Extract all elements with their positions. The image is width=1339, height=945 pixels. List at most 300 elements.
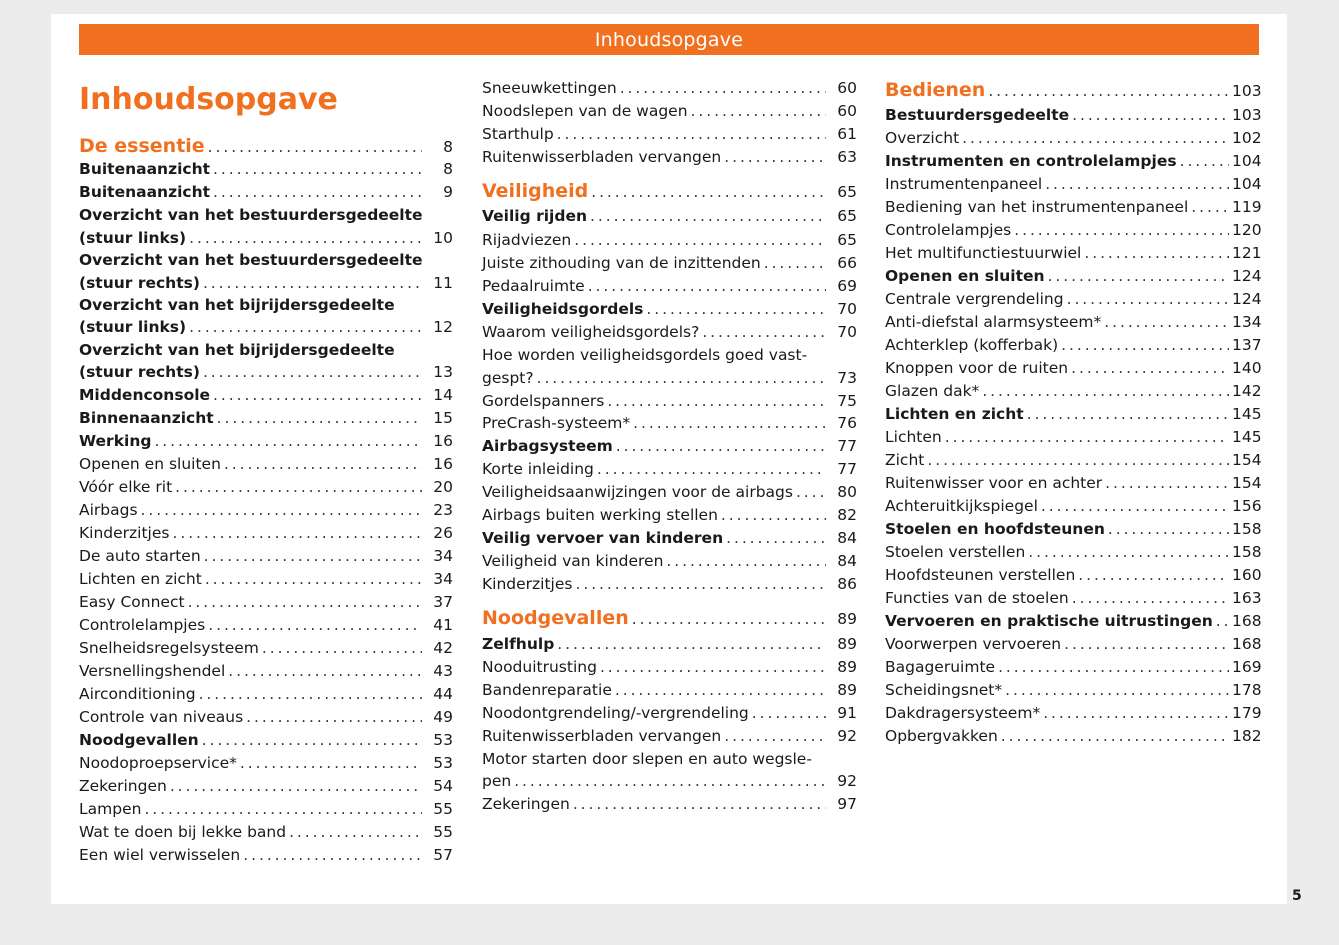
dot-leader <box>764 252 826 275</box>
toc-entry-title: Vóór elke rit <box>79 478 173 496</box>
toc-entry[interactable] <box>482 770 857 793</box>
toc-entry-title: Glazen dak* <box>885 382 980 400</box>
toc-entry-title: Bestuurdersgedeelte <box>885 106 1070 124</box>
dot-leader <box>1001 725 1229 748</box>
dot-leader <box>1005 679 1229 702</box>
toc-page-number: 34 <box>433 570 453 588</box>
toc-entry[interactable] <box>885 725 1260 748</box>
toc-entry-title: Bediening van het instrumentenpaneel <box>885 198 1189 216</box>
toc-entry-title: Achterklep (kofferbak) <box>885 336 1059 354</box>
toc-page-number: 104 <box>1232 152 1262 170</box>
toc-entry-title: Juiste zithouding van de inzittenden <box>482 254 761 272</box>
toc-entry[interactable] <box>482 146 857 169</box>
dot-leader <box>172 522 422 545</box>
toc-page-number: 14 <box>433 386 453 404</box>
toc-page-number: 60 <box>837 79 857 97</box>
toc-page-number: 92 <box>837 727 857 745</box>
toc-entry[interactable] <box>79 316 453 339</box>
toc-page-number: 42 <box>433 639 453 657</box>
dot-leader <box>1216 610 1229 633</box>
dot-leader <box>202 729 422 752</box>
dot-leader <box>189 316 422 339</box>
toc-entry[interactable] <box>79 683 453 706</box>
toc-entry-title: Stoelen verstellen <box>885 543 1026 561</box>
toc-entry[interactable] <box>885 633 1260 656</box>
dot-leader <box>213 158 422 181</box>
toc-page-number: 103 <box>1232 82 1262 100</box>
toc-entry-title: Dakdragersysteem* <box>885 704 1041 722</box>
toc-entry[interactable] <box>79 522 453 545</box>
toc-entry[interactable] <box>885 265 1260 288</box>
toc-entry-title: Openen en sluiten <box>885 267 1045 285</box>
toc-entry[interactable] <box>885 334 1260 357</box>
toc-entry-title: De essentie <box>79 135 205 157</box>
dot-leader <box>575 573 826 596</box>
toc-page-number: 97 <box>837 795 857 813</box>
toc-entry[interactable] <box>79 545 453 568</box>
toc-entry-text: Overzicht van het bijrijdersgedeelte <box>79 341 395 359</box>
toc-entry-title: Binnenaanzicht <box>79 409 214 427</box>
toc-entry-title: Controle van niveaus <box>79 708 244 726</box>
toc-page-number: 140 <box>1232 359 1262 377</box>
dot-leader <box>213 384 422 407</box>
toc-page-number: 53 <box>433 754 453 772</box>
toc-page-number: 23 <box>433 501 453 519</box>
toc-entry[interactable] <box>79 614 453 637</box>
dot-leader <box>1072 104 1229 127</box>
toc-entry[interactable] <box>79 706 453 729</box>
toc-page-number: 53 <box>433 731 453 749</box>
dot-leader <box>141 499 422 522</box>
toc-entry-title: Centrale vergrendeling <box>885 290 1064 308</box>
toc-page-number: 124 <box>1232 267 1262 285</box>
toc-page-number: 137 <box>1232 336 1262 354</box>
toc-entry[interactable] <box>79 407 453 430</box>
page-title: Inhoudsopgave <box>79 82 338 117</box>
toc-entry[interactable] <box>885 518 1260 541</box>
toc-entry[interactable] <box>79 821 453 844</box>
toc-page-number: 158 <box>1232 543 1262 561</box>
toc-entry[interactable] <box>885 104 1260 127</box>
toc-entry-title: Veilig rijden <box>482 207 588 225</box>
toc-page-number: 43 <box>433 662 453 680</box>
dot-leader <box>1014 219 1229 242</box>
toc-entry[interactable] <box>79 384 453 407</box>
toc-entry[interactable] <box>482 679 857 702</box>
toc-page-number: 77 <box>837 460 857 478</box>
toc-entry[interactable] <box>885 288 1260 311</box>
toc-page-number: 92 <box>837 772 857 790</box>
toc-entry[interactable] <box>482 458 857 481</box>
toc-entry[interactable] <box>885 449 1260 472</box>
toc-entry[interactable] <box>885 472 1260 495</box>
toc-entry-title: De auto starten <box>79 547 201 565</box>
toc-entry-title: Noodgevallen <box>79 731 199 749</box>
toc-page-number: 8 <box>443 138 453 156</box>
toc-entry[interactable] <box>885 679 1260 702</box>
toc-entry-title: Bedienen <box>885 79 986 101</box>
dot-leader <box>1061 334 1229 357</box>
toc-page-number: 75 <box>837 392 857 410</box>
toc-entry-title: Vervoeren en praktische uitrustingen <box>885 612 1213 630</box>
toc-entry[interactable] <box>482 481 857 504</box>
toc-entry-title: Kinderzitjes <box>482 575 573 593</box>
toc-page-number: 65 <box>837 231 857 249</box>
toc-entry-title: Korte inleiding <box>482 460 594 478</box>
header-bar <box>79 24 1259 55</box>
toc-entry-title: Overzicht <box>885 129 960 147</box>
toc-entry[interactable] <box>482 252 857 275</box>
toc-page-number: 61 <box>837 125 857 143</box>
toc-entry[interactable] <box>885 610 1260 633</box>
toc-page-number: 57 <box>433 846 453 864</box>
dot-leader <box>1028 541 1229 564</box>
toc-entry[interactable] <box>482 123 857 146</box>
toc-entry[interactable] <box>885 242 1260 265</box>
dot-leader <box>620 77 826 100</box>
dot-leader <box>217 407 422 430</box>
toc-page-number: 91 <box>837 704 857 722</box>
toc-entry-title: (stuur links) <box>79 318 187 336</box>
toc-entry[interactable] <box>482 793 857 816</box>
toc-entry[interactable] <box>482 550 857 573</box>
dot-leader <box>289 821 422 844</box>
dot-leader <box>557 633 826 656</box>
toc-entry[interactable] <box>885 127 1260 150</box>
toc-entry-title: pen <box>482 772 512 790</box>
dot-leader <box>1048 265 1229 288</box>
dot-leader <box>1067 288 1229 311</box>
toc-entry-title: Airbagsysteem <box>482 437 613 455</box>
dot-leader <box>243 844 422 867</box>
dot-leader <box>1078 564 1229 587</box>
toc-entry-title: Veiligheid <box>482 180 589 202</box>
toc-entry[interactable] <box>482 527 857 550</box>
toc-page-number: 154 <box>1232 474 1262 492</box>
toc-entry[interactable] <box>79 775 453 798</box>
dot-leader <box>208 136 422 159</box>
toc-entry-title: (stuur rechts) <box>79 274 200 292</box>
toc-entry-title: Noodslepen van de wagen <box>482 102 688 120</box>
dot-leader <box>514 770 826 793</box>
dot-leader <box>590 205 826 228</box>
toc-page-number: 34 <box>433 547 453 565</box>
dot-leader <box>1043 702 1229 725</box>
toc-entry-title: Sneeuwkettingen <box>482 79 617 97</box>
toc-page-number: 120 <box>1232 221 1262 239</box>
toc-entry[interactable] <box>79 181 453 204</box>
toc-page-number: 37 <box>433 593 453 611</box>
dot-leader <box>199 683 422 706</box>
toc-section[interactable] <box>79 135 453 158</box>
toc-entry[interactable] <box>482 321 857 344</box>
toc-entry[interactable] <box>482 504 857 527</box>
toc-entry[interactable] <box>79 476 453 499</box>
toc-entry[interactable] <box>79 798 453 821</box>
toc-page-number: 160 <box>1232 566 1262 584</box>
dot-leader <box>204 545 422 568</box>
dot-leader <box>1108 518 1229 541</box>
dot-leader <box>1072 587 1229 610</box>
toc-entry-title: Zelfhulp <box>482 635 555 653</box>
toc-entry[interactable] <box>482 229 857 252</box>
toc-entry[interactable] <box>482 205 857 228</box>
toc-entry-title: Noodgevallen <box>482 607 629 629</box>
toc-entry[interactable] <box>79 637 453 660</box>
toc-entry-title: Veiligheidsaanwijzingen voor de airbags <box>482 483 793 501</box>
dot-leader <box>1041 495 1229 518</box>
dot-leader <box>633 412 826 435</box>
dot-leader <box>188 591 422 614</box>
toc-page-number: 145 <box>1232 405 1262 423</box>
dot-leader <box>154 430 422 453</box>
toc-entry-title: Lichten <box>885 428 942 446</box>
toc-entry-title: Zicht <box>885 451 925 469</box>
toc-entry-text: Overzicht van het bestuurdersgedeelte <box>79 206 423 224</box>
toc-entry[interactable] <box>885 403 1260 426</box>
toc-entry-title: Pedaalruimte <box>482 277 585 295</box>
toc-section[interactable] <box>482 607 857 630</box>
toc-entry-title: Waarom veiligheidsgordels? <box>482 323 700 341</box>
dot-leader <box>591 181 826 204</box>
toc-page-number: 156 <box>1232 497 1262 515</box>
dot-leader <box>945 426 1229 449</box>
toc-entry[interactable] <box>885 173 1260 196</box>
dot-leader <box>796 481 826 504</box>
dot-leader <box>170 775 422 798</box>
toc-page-number: 15 <box>433 409 453 427</box>
toc-page-number: 182 <box>1232 727 1262 745</box>
toc-page-number: 124 <box>1232 290 1262 308</box>
toc-page-number: 178 <box>1232 681 1262 699</box>
toc-entry-text: Hoe worden veiligheidsgordels goed vast- <box>482 346 808 364</box>
toc-entry-title: Lampen <box>79 800 142 818</box>
toc-page-number: 26 <box>433 524 453 542</box>
toc-page-number: 163 <box>1232 589 1262 607</box>
dot-leader <box>262 637 422 660</box>
toc-entry-title: Rijadviezen <box>482 231 572 249</box>
toc-entry[interactable] <box>885 196 1260 219</box>
toc-entry[interactable] <box>79 729 453 752</box>
dot-leader <box>982 380 1229 403</box>
toc-entry-title: Airbags buiten werking stellen <box>482 506 718 524</box>
toc-page-number: 9 <box>443 183 453 201</box>
toc-page-number: 102 <box>1232 129 1262 147</box>
toc-entry[interactable] <box>482 435 857 458</box>
toc-entry[interactable] <box>482 390 857 413</box>
toc-entry-title: Ruitenwisserbladen vervangen <box>482 727 722 745</box>
toc-page-number: 49 <box>433 708 453 726</box>
dot-leader <box>724 725 826 748</box>
toc-entry[interactable] <box>482 633 857 656</box>
toc-entry-title: Middenconsole <box>79 386 211 404</box>
dot-leader <box>726 527 826 550</box>
toc-entry[interactable] <box>885 150 1260 173</box>
toc-entry-title: Veiligheid van kinderen <box>482 552 664 570</box>
toc-entry[interactable] <box>885 564 1260 587</box>
toc-entry[interactable] <box>79 453 453 476</box>
toc-entry[interactable] <box>79 568 453 591</box>
toc-entry[interactable] <box>79 499 453 522</box>
toc-entry-text: Motor starten door slepen en auto wegsle- <box>482 750 812 768</box>
toc-entry[interactable] <box>885 380 1260 403</box>
toc-entry[interactable] <box>79 430 453 453</box>
toc-entry-title: Stoelen en hoofdsteunen <box>885 520 1105 538</box>
toc-page-number: 84 <box>837 552 857 570</box>
dot-leader <box>205 568 422 591</box>
toc-entry[interactable] <box>482 725 857 748</box>
toc-page-number: 145 <box>1232 428 1262 446</box>
dot-leader <box>1064 633 1229 656</box>
toc-page-number: 77 <box>837 437 857 455</box>
toc-entry-title: Noodoproepservice* <box>79 754 237 772</box>
dot-leader <box>246 706 422 729</box>
toc-entry[interactable] <box>885 541 1260 564</box>
toc-entry-title: Het multifunctiestuurwiel <box>885 244 1082 262</box>
toc-entry[interactable] <box>482 573 857 596</box>
toc-entry-title: Snelheidsregelsysteem <box>79 639 259 657</box>
dot-leader <box>175 476 422 499</box>
toc-entry-title: Versnellingshendel <box>79 662 226 680</box>
toc-page-number: 54 <box>433 777 453 795</box>
toc-entry-title: Buitenaanzicht <box>79 183 211 201</box>
toc-entry[interactable] <box>79 158 453 181</box>
toc-entry[interactable] <box>885 656 1260 679</box>
dot-leader <box>240 752 422 775</box>
toc-entry[interactable] <box>885 311 1260 334</box>
dot-leader <box>1105 472 1229 495</box>
toc-entry[interactable] <box>482 367 857 390</box>
toc-entry[interactable] <box>482 275 857 298</box>
toc-entry-title: Lichten en zicht <box>885 405 1024 423</box>
toc-entry[interactable] <box>79 361 453 384</box>
dot-leader <box>224 453 422 476</box>
dot-leader <box>573 793 826 816</box>
toc-page-number: 76 <box>837 414 857 432</box>
toc-entry-title: Bagageruimte <box>885 658 996 676</box>
toc-entry-title: Lichten en zicht <box>79 570 202 588</box>
toc-section[interactable] <box>885 79 1260 102</box>
toc-section[interactable] <box>482 180 857 203</box>
toc-entry[interactable] <box>482 298 857 321</box>
dot-leader <box>724 146 826 169</box>
toc-entry[interactable] <box>885 495 1260 518</box>
dot-leader <box>646 298 826 321</box>
toc-entry[interactable] <box>79 227 453 250</box>
dot-leader <box>616 435 826 458</box>
dot-leader <box>615 679 826 702</box>
toc-entry-title: PreCrash-systeem* <box>482 414 631 432</box>
toc-entry[interactable] <box>482 100 857 123</box>
toc-page-number: 89 <box>837 635 857 653</box>
toc-entry[interactable] <box>482 77 857 100</box>
toc-page-number: 119 <box>1232 198 1262 216</box>
toc-page-number: 69 <box>837 277 857 295</box>
toc-entry-title: Controlelampjes <box>885 221 1012 239</box>
toc-entry-title: Easy Connect <box>79 593 185 611</box>
toc-entry-title: Zekeringen <box>79 777 167 795</box>
toc-entry[interactable] <box>482 702 857 725</box>
dot-leader <box>927 449 1229 472</box>
toc-entry[interactable] <box>885 426 1260 449</box>
toc-entry-title: Opbergvakken <box>885 727 998 745</box>
toc-entry[interactable] <box>885 702 1260 725</box>
dot-leader <box>537 367 826 390</box>
toc-page-number: 66 <box>837 254 857 272</box>
dot-leader <box>998 656 1229 679</box>
toc-page-number: 11 <box>433 274 453 292</box>
dot-leader <box>574 229 826 252</box>
toc-entry[interactable] <box>79 591 453 614</box>
toc-page-number: 55 <box>433 800 453 818</box>
toc-entry-title: Gordelspanners <box>482 392 605 410</box>
toc-entry[interactable] <box>885 219 1260 242</box>
toc-page-number: 12 <box>433 318 453 336</box>
toc-page-number: 168 <box>1232 635 1262 653</box>
toc-entry[interactable] <box>79 660 453 683</box>
toc-entry[interactable] <box>885 357 1260 380</box>
toc-page-number: 55 <box>433 823 453 841</box>
toc-entry[interactable] <box>482 656 857 679</box>
dot-leader <box>988 80 1229 103</box>
toc-entry-title: Hoofdsteunen verstellen <box>885 566 1076 584</box>
toc-page-number: 142 <box>1232 382 1262 400</box>
toc-page-number: 168 <box>1232 612 1262 630</box>
toc-page-number: 103 <box>1232 106 1262 124</box>
dot-leader <box>203 272 422 295</box>
dot-leader <box>1027 403 1229 426</box>
toc-page-number: 20 <box>433 478 453 496</box>
dot-leader <box>1180 150 1229 173</box>
toc-entry-title: Nooduitrusting <box>482 658 597 676</box>
header-title: Inhoudsopgave <box>594 28 744 51</box>
toc-entry[interactable] <box>482 412 857 435</box>
dot-leader <box>144 798 422 821</box>
toc-entry-title: Zekeringen <box>482 795 570 813</box>
dot-leader <box>557 123 826 146</box>
dot-leader <box>597 458 826 481</box>
dot-leader <box>721 504 826 527</box>
toc-entry[interactable] <box>885 587 1260 610</box>
dot-leader <box>213 181 422 204</box>
dot-leader <box>962 127 1229 150</box>
toc-entry-title: Veilig vervoer van kinderen <box>482 529 724 547</box>
toc-entry[interactable] <box>79 844 453 867</box>
toc-page-number: 65 <box>837 207 857 225</box>
toc-page-number: 44 <box>433 685 453 703</box>
toc-page-number: 73 <box>837 369 857 387</box>
toc-entry[interactable] <box>79 752 453 775</box>
dot-leader <box>208 614 422 637</box>
dot-leader <box>1045 173 1229 196</box>
dot-leader <box>1191 196 1229 219</box>
toc-page-number: 134 <box>1232 313 1262 331</box>
toc-page-number: 86 <box>837 575 857 593</box>
toc-entry-title: gespt? <box>482 369 534 387</box>
toc-entry-title: Instrumenten en controlelampjes <box>885 152 1177 170</box>
dot-leader <box>1104 311 1229 334</box>
toc-entry-title: Wat te doen bij lekke band <box>79 823 287 841</box>
toc-entry-title: Airconditioning <box>79 685 196 703</box>
toc-page-number: 60 <box>837 102 857 120</box>
dot-leader <box>228 660 422 683</box>
toc-entry-text: Overzicht van het bijrijdersgedeelte <box>79 296 395 314</box>
toc-page-number: 10 <box>433 229 453 247</box>
toc-entry-title: Instrumentenpaneel <box>885 175 1043 193</box>
toc-page-number: 84 <box>837 529 857 547</box>
toc-page-number: 154 <box>1232 451 1262 469</box>
toc-entry[interactable] <box>79 272 453 295</box>
